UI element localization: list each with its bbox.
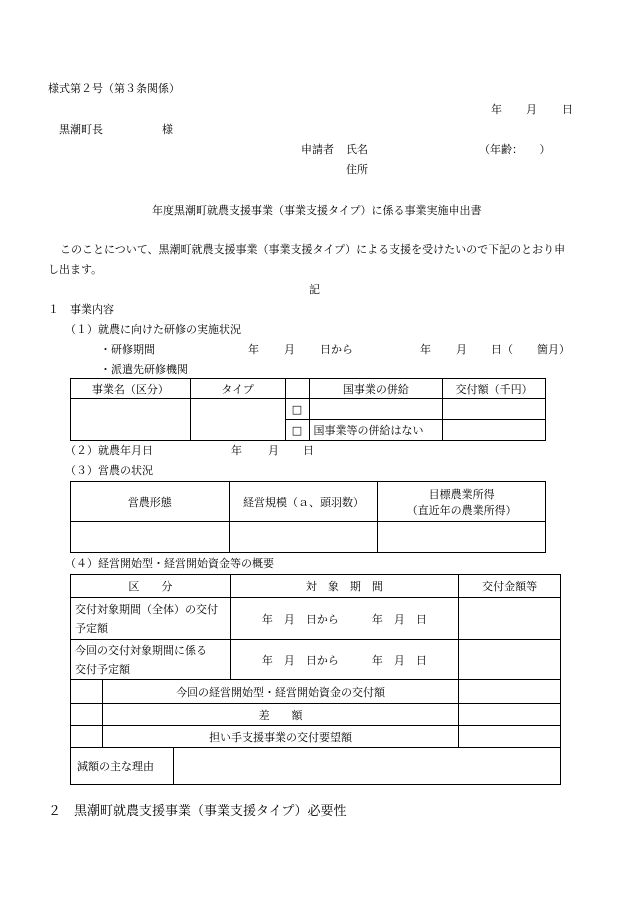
th-period: 対 象 期 間 (230, 575, 459, 598)
farming-form-cell[interactable] (71, 522, 230, 553)
document-title: 年度黒潮町就農支援事業（事業支援タイプ）に係る事業実施申出書 (152, 204, 482, 217)
sub1-heading: （１）就農に向けた研修の実施状況 (65, 323, 241, 336)
row1-label (71, 598, 231, 640)
training-table (70, 378, 546, 441)
target-income-line2: （直近年の農業所得） (406, 503, 517, 517)
target-income-line1: 目標農業所得 (428, 487, 495, 501)
period-month1: 月 (284, 343, 295, 356)
section2-heading: ２ 黒潮町就農支援事業（事業支援タイプ）必要性 (48, 804, 347, 819)
th-scale: 経営規模（ａ、頭羽数） (229, 482, 378, 522)
th-category: 区 分 (71, 575, 231, 598)
th-farming-form: 営農形態 (71, 482, 230, 522)
target-income-cell[interactable] (378, 522, 546, 553)
applicant-label: 申請者 (301, 143, 334, 156)
row3-amount-cell[interactable] (459, 680, 561, 704)
row5-amount-cell[interactable] (459, 726, 561, 748)
intro-line-2: し出ます。 (48, 263, 103, 276)
period-year2: 年 (420, 343, 431, 356)
row2-period: 年 月 日から 年 月 日 (230, 640, 459, 680)
row1-label-line1: 交付対象期間（全体）の交付 (75, 602, 218, 616)
row1-label-line2: 予定額 (75, 621, 108, 635)
type-cell[interactable] (190, 399, 285, 441)
funding-table (70, 574, 561, 785)
name-label: 氏名 (346, 143, 368, 156)
concurrent-checkbox[interactable]: □ (285, 399, 309, 420)
th-grant-amount: 交付額（千円） (443, 379, 546, 399)
grant-amount-cell-2[interactable] (443, 420, 546, 441)
reduction-reason-cell[interactable] (174, 748, 560, 784)
th-concurrent: 国事業の併給 (309, 379, 443, 399)
no-concurrent-label: 国事業等の併給はない (309, 420, 443, 441)
farm-year: 年 (231, 444, 242, 457)
farm-month: 月 (268, 444, 279, 457)
form-id: 様式第２号（第３条関係） (48, 82, 180, 95)
row2-label (71, 640, 231, 680)
date-year: 年 (491, 103, 502, 116)
address-label: 住所 (346, 163, 368, 176)
row2-label-line1: 今回の交付対象期間に係る (75, 643, 207, 657)
institution-label: ・派遣先研修機関 (100, 363, 188, 376)
period-count: 箇月） (537, 343, 570, 356)
th-type: タイプ (190, 379, 285, 399)
sub4-heading: （４）経営開始型・経営開始資金等の概要 (65, 557, 274, 570)
business-name-cell[interactable] (71, 399, 191, 441)
no-concurrent-checkbox[interactable]: □ (285, 420, 309, 441)
period-year1: 年 (248, 343, 259, 356)
farming-table (70, 481, 546, 553)
intro-line-1: このことについて、黒潮町就農支援事業（事業支援タイプ）による支援を受けたいので下記のとおり申 (60, 243, 566, 256)
row2-amount-cell[interactable] (459, 640, 561, 680)
concurrent-cell[interactable] (309, 399, 443, 420)
honorific: 様 (162, 123, 173, 136)
farm-day: 日 (303, 444, 314, 457)
period-month2: 月 (456, 343, 467, 356)
period-label: ・研修期間 (100, 343, 155, 356)
row5-label: 担い手支援事業の交付要望額 (102, 726, 458, 748)
grant-amount-cell-1[interactable] (443, 399, 546, 420)
row4-label: 差 額 (102, 704, 458, 726)
date-day: 日 (562, 103, 573, 116)
period-from: 日から (320, 343, 353, 356)
section1-heading: １ 事業内容 (48, 303, 114, 316)
th-grant-amounts: 交付金額等 (459, 575, 561, 598)
row6-label: 減額の主な理由 (71, 748, 174, 784)
th-target-income (378, 482, 546, 522)
date-month: 月 (526, 103, 537, 116)
period-day2: 日（ (491, 343, 513, 356)
ki-label: 記 (309, 283, 320, 296)
row2-label-line2: 交付予定額 (75, 662, 130, 676)
scale-cell[interactable] (229, 522, 378, 553)
addressee: 黒潮町長 (59, 123, 103, 136)
sub3-heading: （３）営農の状況 (65, 464, 153, 477)
sub2-heading: （２）就農年月日 (65, 444, 153, 457)
row4-amount-cell[interactable] (459, 704, 561, 726)
th-business-name: 事業名（区分） (71, 379, 191, 399)
row3-label: 今回の経営開始型・経営開始資金の交付額 (102, 680, 458, 704)
row1-amount-cell[interactable] (459, 598, 561, 640)
row1-period: 年 月 日から 年 月 日 (230, 598, 459, 640)
row6 (71, 748, 561, 785)
age-label: （年齢： ） (479, 143, 551, 156)
